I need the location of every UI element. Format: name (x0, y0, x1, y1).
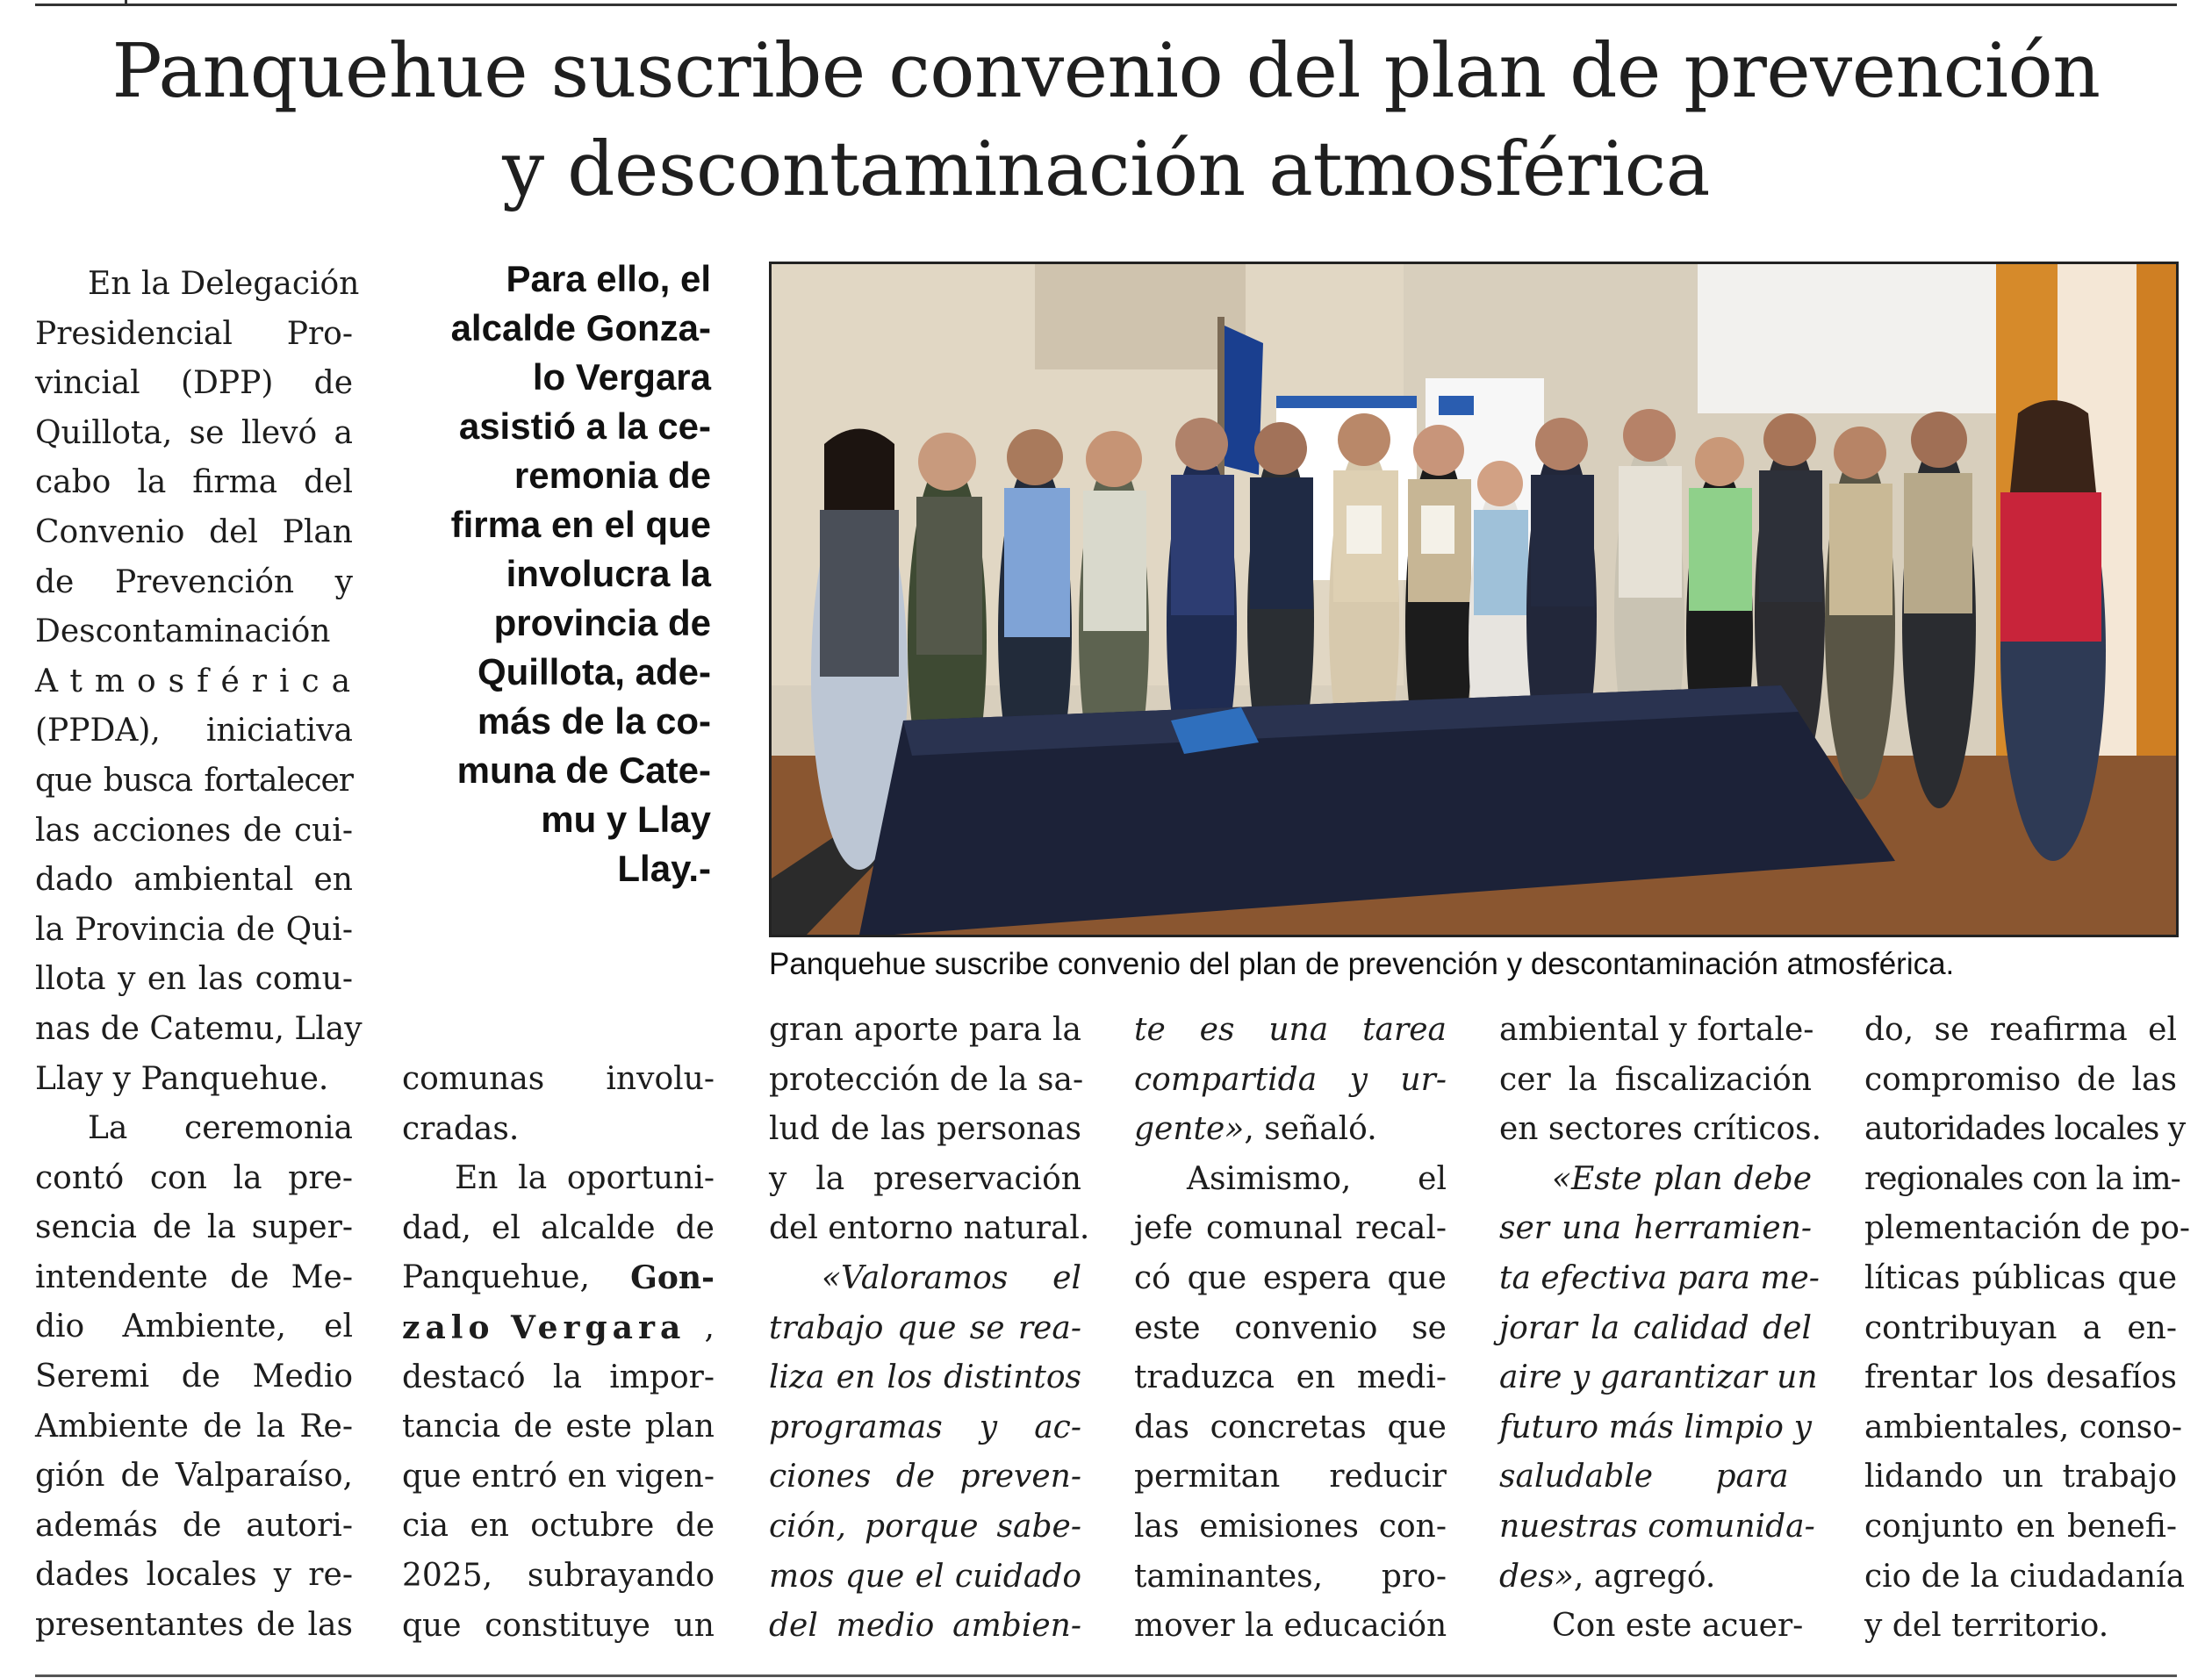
text-line: La ceremonia (88, 1110, 353, 1147)
article-column-6 (1864, 1006, 2191, 1652)
text-line: destacó la impor- (402, 1359, 715, 1395)
text-line: Quillota, se llevó a (35, 414, 353, 451)
text-line: dades locales y re- (35, 1557, 353, 1594)
text-line: en sectores críticos. (1499, 1111, 1822, 1148)
alcalde-name-part: zalo Vergara (402, 1309, 686, 1346)
text-line (1134, 1006, 1447, 1056)
text-line: tancia de este plan (402, 1409, 715, 1445)
quote-text: ser una herramien- (1499, 1210, 1812, 1247)
text-line: gran aporte para la (769, 1012, 1081, 1048)
text-line: mover la educación (1134, 1608, 1447, 1645)
text-line: dad, el alcalde de (402, 1209, 715, 1246)
text-line: do, se reafirma el (1864, 1012, 2177, 1048)
text-fragment: , señaló. (1244, 1111, 1377, 1148)
quote-text: mos que el cuidado (769, 1558, 1081, 1595)
headline-line-1: Panquehue suscribe convenio del plan de prevención (111, 28, 2101, 115)
text-line (769, 1403, 1081, 1453)
quote-text: «Este plan debe (1552, 1160, 1812, 1197)
text-line: sencia de la super- (35, 1209, 353, 1246)
text-line (1499, 1452, 1812, 1502)
text-line: las acciones de cui- (35, 812, 353, 849)
text-line (769, 1452, 1081, 1502)
text-line (769, 1553, 1081, 1603)
text-line: del entorno natural. (769, 1210, 1090, 1247)
quote-text: «Valoramos el (822, 1259, 1081, 1296)
text-line: cia en octubre de (402, 1508, 715, 1545)
text-line: líticas públicas que (1864, 1259, 2177, 1296)
text-fragment: , (704, 1309, 715, 1345)
text-line (1499, 1155, 1812, 1205)
text-line: cabo la firma del (35, 464, 353, 501)
text-line (769, 1254, 1081, 1304)
text-line: có que espera que (1134, 1259, 1447, 1296)
text-line: autoridades locales y (1864, 1111, 2186, 1148)
text-line: dio Ambiente, el (35, 1309, 353, 1345)
text-fragment: Panquehue, (402, 1259, 590, 1296)
text-line: (PPDA), iniciativa (35, 713, 353, 749)
text-line: En la oportuni- (455, 1160, 715, 1197)
pull-quote-line: asistió a la ce- (458, 405, 711, 447)
text-line: plementación de po- (1864, 1210, 2191, 1247)
quote-text: nuestras comunida- (1499, 1508, 1815, 1545)
text-line: frentar los desafíos (1864, 1359, 2177, 1396)
text-line (1499, 1204, 1812, 1254)
pull-quote-line: lo Vergara (532, 356, 711, 398)
quote-text: jorar la calidad del (1499, 1309, 1812, 1346)
ceremony-photo (769, 262, 2179, 937)
quote-text: ción, porque sabe- (769, 1508, 1081, 1545)
pull-quote-line: Quillota, ade- (477, 651, 711, 692)
text-line (1134, 1105, 1447, 1155)
text-line: dado ambiental en (35, 862, 353, 899)
text-fragment: , agregó. (1573, 1558, 1716, 1595)
text-line: que constituye un (402, 1607, 715, 1644)
text-line: permitan reducir (1134, 1459, 1447, 1495)
text-line: y la preservación (769, 1160, 1081, 1197)
text-line: de Prevención y (35, 563, 353, 600)
text-line: Seremi de Medio (35, 1359, 353, 1395)
article-column-4 (1134, 1006, 1447, 1652)
text-line: traduzca en medi- (1134, 1359, 1447, 1396)
pull-quote-line: provincia de (493, 602, 711, 643)
text-line (769, 1602, 1081, 1652)
text-line (1134, 1056, 1447, 1106)
quote-text: programas y ac- (769, 1409, 1081, 1445)
text-line: lud de las personas (769, 1111, 1081, 1148)
text-line (769, 1353, 1081, 1403)
quote-text: futuro más limpio y (1499, 1409, 1812, 1445)
text-line: Descontaminación (35, 613, 331, 650)
text-line (1499, 1502, 1815, 1553)
photo-caption: Panquehue suscribe convenio del plan de prevención y descontaminación atmosférica. (769, 947, 1955, 981)
quote-text: compartida y ur- (1134, 1061, 1447, 1098)
text-line: Atmosférica (35, 663, 363, 699)
text-line: Llay y Panquehue. (35, 1060, 329, 1097)
text-line (402, 1253, 715, 1303)
quote-text: ta efectiva para me- (1499, 1259, 1820, 1296)
text-line (1499, 1353, 1818, 1403)
text-line: cradas. (402, 1110, 520, 1147)
photo-illustration (772, 264, 2176, 935)
article-column-2 (402, 1055, 715, 1651)
text-line: das concretas que (1134, 1409, 1447, 1445)
top-rule-tick (125, 0, 127, 5)
quote-text: des» (1499, 1558, 1574, 1595)
text-line: nas de Catemu, Llay (35, 1010, 363, 1047)
text-line (769, 1304, 1081, 1354)
text-line: Asimismo, el (1187, 1160, 1447, 1197)
pull-quote-line: firma en el que (450, 504, 711, 545)
text-line: cio de la ciudadanía (1864, 1558, 2186, 1595)
text-line (1499, 1553, 1812, 1603)
text-line: llota y en las comu- (35, 961, 353, 998)
quote-text: ciones de preven- (769, 1459, 1081, 1495)
text-line: lidando un trabajo (1864, 1459, 2177, 1495)
quote-text: del medio ambien- (769, 1608, 1081, 1645)
text-line: gión de Valparaíso, (35, 1458, 353, 1495)
text-line: comunas involu- (402, 1061, 715, 1097)
quote-text: gente» (1134, 1111, 1245, 1148)
pull-quote-line: alcalde Gonza- (450, 307, 711, 348)
text-line (1499, 1304, 1812, 1354)
text-line: jefe comunal recal- (1134, 1210, 1447, 1247)
text-line: este convenio se (1134, 1309, 1447, 1346)
text-line (769, 1502, 1081, 1553)
text-line: Presidencial Pro- (35, 315, 353, 352)
text-line: conjunto en benefi- (1864, 1508, 2177, 1545)
pull-quote (395, 255, 711, 893)
quote-text: saludable para (1499, 1459, 1789, 1495)
text-line: las emisiones con- (1134, 1508, 1447, 1545)
text-line: la Provincia de Qui- (35, 911, 353, 948)
quote-text: trabajo que se rea- (769, 1309, 1081, 1346)
pull-quote-line: remonia de (514, 455, 711, 496)
text-line: protección de la sa- (769, 1061, 1084, 1098)
alcalde-name-part: Gon- (630, 1259, 715, 1297)
quote-text: aire y garantizar un (1499, 1359, 1818, 1396)
text-line: En la Delegación (88, 266, 360, 302)
pull-quote-line: mu y Llay (541, 799, 711, 840)
text-line (402, 1303, 715, 1353)
text-line (1499, 1254, 1820, 1304)
text-line: contribuyan a en- (1864, 1309, 2177, 1346)
text-line: que busca fortalecer (35, 762, 353, 799)
text-line: además de autori- (35, 1507, 353, 1544)
pull-quote-line: Llay.- (617, 848, 711, 889)
text-line: y del territorio. (1864, 1608, 2109, 1645)
article-column-1 (35, 260, 363, 1651)
headline-line-2: y descontaminación atmosférica (502, 126, 1710, 213)
top-rule (35, 4, 2177, 6)
text-line: regionales con la im- (1864, 1160, 2180, 1197)
text-line: que entró en vigen- (402, 1458, 715, 1495)
text-line (1499, 1403, 1812, 1453)
text-line: Con este acuer- (1552, 1608, 1804, 1645)
text-line: cer la fiscalización (1499, 1061, 1812, 1098)
pull-quote-line: involucra la (506, 553, 711, 594)
text-line: taminantes, pro- (1134, 1558, 1447, 1595)
pull-quote-line: más de la co- (477, 700, 711, 742)
text-line: ambientales, conso- (1864, 1409, 2183, 1445)
pull-quote-line: Para ello, el (506, 258, 711, 299)
article-column-3 (769, 1006, 1090, 1652)
quote-text: liza en los distintos (769, 1359, 1081, 1396)
text-line: Ambiente de la Re- (35, 1408, 353, 1445)
text-line: vincial (DPP) de (35, 365, 353, 402)
bottom-rule (35, 1674, 2177, 1677)
text-line: Convenio del Plan (35, 513, 353, 550)
text-line: compromiso de las (1864, 1061, 2177, 1098)
text-line: intendente de Me- (35, 1258, 353, 1295)
text-line: contó con la pre- (35, 1159, 353, 1196)
text-line: presentantes de las (35, 1607, 353, 1644)
article-column-5 (1499, 1006, 1822, 1652)
pull-quote-line: muna de Cate- (456, 749, 711, 791)
article-headline (35, 23, 2177, 219)
quote-text: te es una tarea (1134, 1012, 1447, 1048)
text-line: 2025, subrayando (402, 1557, 715, 1594)
text-line: ambiental y fortale- (1499, 1012, 1814, 1048)
